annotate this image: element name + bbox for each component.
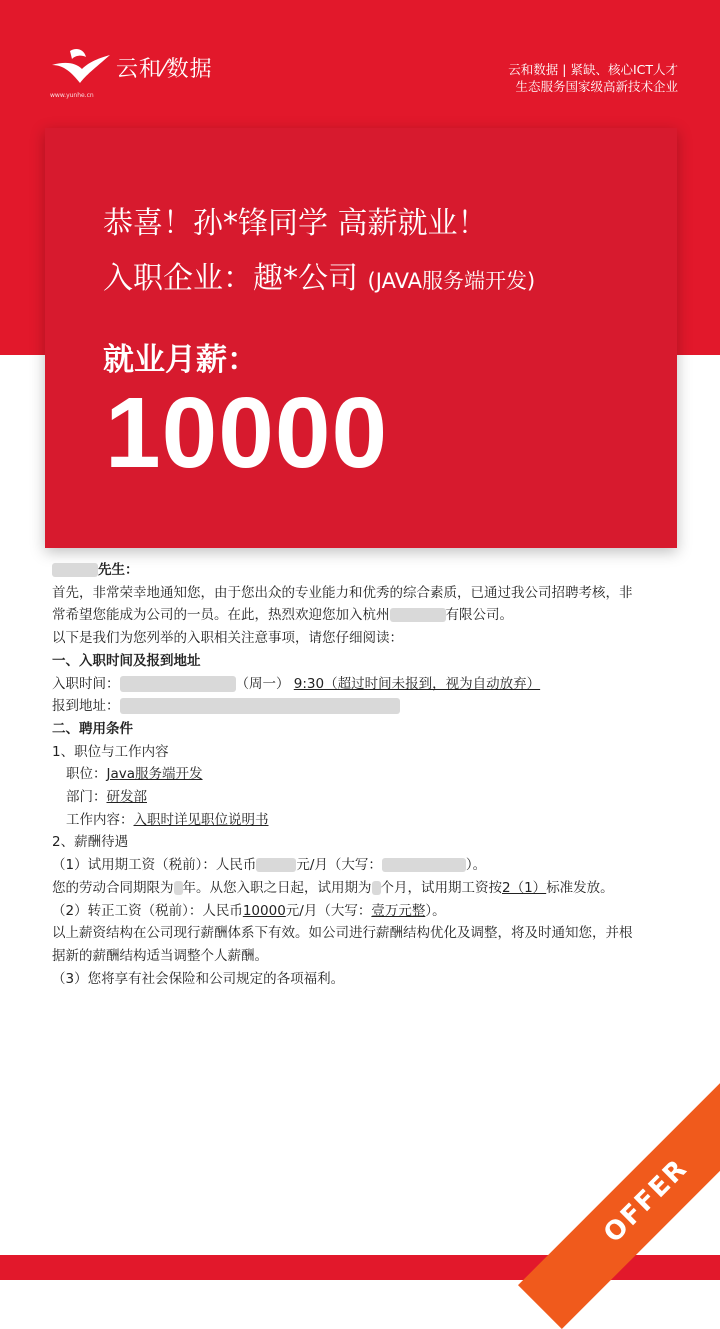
- salary-label: 就业月薪：: [103, 342, 258, 378]
- section2-title: 二、聘用条件: [52, 720, 133, 737]
- work-content-line: 工作内容：入职时详见职位说明书: [66, 811, 269, 828]
- redacted-contract-years: [174, 881, 183, 895]
- regular-salary-line: （2）转正工资（税前）：人民币10000元/月（大写：壹万元整）。: [52, 902, 446, 919]
- redacted-probation-months: [372, 881, 381, 895]
- letter-para1-b: 常希望您能成为公司的一员。在此，热烈欢迎您加入杭州 有限公司。: [52, 607, 513, 624]
- brand-url: www.yunhe.cn: [50, 92, 94, 99]
- company-name: 入职企业：趣*公司: [103, 261, 358, 296]
- tagline-line-2: 生态服务国家级高新技术企业: [515, 79, 678, 94]
- structure-para-b: 据新的薪酬结构适当调整个人薪酬。: [52, 947, 268, 964]
- item2-title: 2、薪酬待遇: [52, 834, 129, 851]
- report-address-line: 报到地址：: [52, 695, 682, 718]
- tagline-line-1: 云和数据 | 紧缺、核心ICT人才: [508, 62, 678, 77]
- congratulation-card: [45, 128, 677, 548]
- offer-letter: [52, 559, 682, 990]
- headline-company: [103, 253, 535, 297]
- redacted-company: [390, 608, 446, 622]
- job-title: (JAVA服务端开发): [367, 269, 536, 293]
- redacted-probation-words: [382, 858, 466, 872]
- entry-time-line: 入职时间： （周一） 9:30（超过时间未报到，视为自动放弃）: [52, 675, 541, 692]
- offer-ribbon: OFFER: [518, 1073, 720, 1329]
- company-tagline: [508, 61, 678, 95]
- headline-student: 恭喜！孙*锋同学 高薪就业！: [103, 206, 488, 241]
- salary-value: 10000: [105, 377, 389, 489]
- letter-para1-a: 首先，非常荣幸地通知您，由于您出众的专业能力和优秀的综合素质，已通过我公司招聘考核，非: [52, 584, 633, 601]
- item1-title: 1、职位与工作内容: [52, 743, 169, 760]
- brand-name: 云和⁄数据: [116, 56, 213, 82]
- position-line: 职位：Java服务端开发: [66, 766, 203, 783]
- redacted-date: [120, 676, 236, 692]
- section1-title: 一、入职时间及报到地址: [52, 652, 201, 669]
- letter-intro: 以下是我们为您列举的入职相关注意事项，请您仔细阅读：: [52, 630, 403, 647]
- brand-logo: [50, 45, 213, 99]
- probation-salary-line: （1）试用期工资（税前）：人民币 元/月（大写： ）。: [52, 857, 487, 874]
- salutation-line: 先生：: [52, 559, 682, 582]
- bird-logo-icon: [50, 45, 112, 89]
- department-line: 部门：研发部: [66, 789, 147, 806]
- redacted-name: [52, 563, 98, 577]
- redacted-probation-amount: [256, 858, 296, 872]
- contract-line: 您的劳动合同期限为 年。从您入职之日起，试用期为 个月，试用期工资按2（1）标准发放。: [52, 879, 614, 896]
- structure-para-a: 以上薪资结构在公司现行薪酬体系下有效。如公司进行薪酬结构优化及调整，将及时通知您，并根: [52, 925, 633, 942]
- benefits-line: （3）您将享有社会保险和公司规定的各项福利。: [52, 970, 345, 987]
- redacted-address: [120, 698, 400, 714]
